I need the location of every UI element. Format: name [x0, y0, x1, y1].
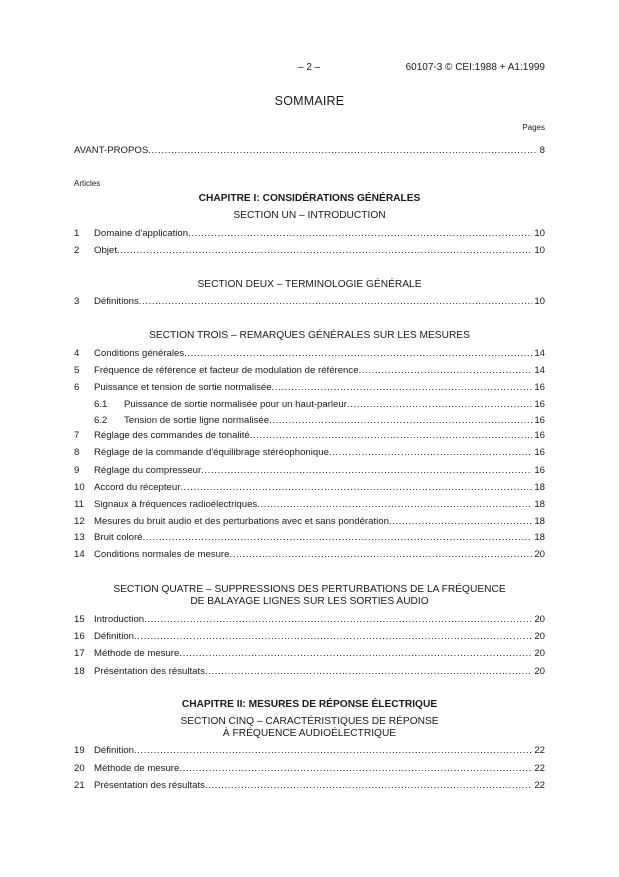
toc-leader-dots [139, 295, 533, 308]
toc-leader-dots [205, 665, 532, 678]
toc-entry-number: 13 [74, 532, 85, 543]
toc-leader-dots [229, 548, 532, 561]
toc-leader-dots [389, 515, 532, 528]
toc-entry-number: 21 [74, 780, 85, 791]
toc-entry[interactable] [74, 647, 545, 660]
toc-entry-label: Définition [94, 745, 134, 756]
toc-entry-label: Puissance de sortie normalisée pour un haut-parleur [124, 399, 347, 410]
toc-entry-page: 14 [534, 348, 545, 359]
toc-entry-label: Signaux à fréquences radioélectriques [94, 499, 258, 510]
toc-entry-page: 10 [534, 296, 545, 307]
toc-entry-label: Accord du récepteur [94, 482, 181, 493]
toc-entry[interactable] [74, 498, 545, 511]
toc-entry-avant-propos[interactable] [74, 144, 545, 157]
toc-entry-page: 10 [534, 245, 545, 256]
toc-leader-dots [257, 498, 532, 511]
toc-entry-page: 16 [534, 399, 545, 410]
toc-entry-page: 20 [534, 549, 545, 560]
toc-entry-label: Conditions normales de mesure [94, 549, 230, 560]
toc-entry[interactable] [74, 347, 545, 360]
toc-entry-label: Puissance et tension de sortie normalisée [94, 382, 272, 393]
toc-leader-dots [180, 481, 532, 494]
toc-entry[interactable] [74, 364, 545, 377]
toc-leader-dots [359, 364, 533, 377]
toc-entry-page: 10 [534, 228, 545, 239]
section-5-heading-line1: SECTION CINQ – CARACTÉRISTIQUES DE RÉPONSE [180, 716, 439, 727]
toc-entry-number: 19 [74, 745, 85, 756]
chapter-2-heading: CHAPITRE II: MESURES DE RÉPONSE ÉLECTRIQUE [181, 699, 438, 710]
toc-entry-number: 6.2 [94, 415, 108, 426]
toc-entry[interactable] [74, 227, 545, 240]
section-2-heading: SECTION DEUX – TERMINOLOGIE GÉNÉRALE [197, 279, 422, 290]
toc-entry-page: 16 [534, 415, 545, 426]
document-reference: 60107-3 © CEI:1988 + A1:1999 [405, 62, 545, 73]
section-3-heading: SECTION TROIS – REMARQUES GÉNÉRALES SUR LES MESURES [149, 330, 470, 341]
toc-leader-dots [250, 429, 533, 442]
toc-entry-label: Domaine d'application [94, 228, 189, 239]
articles-column-label: Articles [74, 179, 101, 188]
toc-subentry[interactable] [94, 398, 545, 411]
toc-entry[interactable] [74, 464, 545, 477]
toc-entry[interactable] [74, 548, 545, 561]
toc-entry-page: 18 [534, 499, 545, 510]
toc-entry-label: AVANT-PROPOS [74, 145, 149, 156]
toc-entry-page: 20 [534, 614, 545, 625]
toc-entry-number: 16 [74, 631, 85, 642]
toc-entry[interactable] [74, 446, 545, 459]
toc-entry-number: 1 [74, 228, 80, 239]
section-4-heading-line1: SECTION QUATRE – SUPPRESSIONS DES PERTURBATIONS DE LA FRÉQUENCE [113, 584, 506, 595]
toc-leader-dots [134, 630, 532, 643]
chapter-1-heading: CHAPITRE I: CONSIDÉRATIONS GÉNÉRALES [198, 193, 421, 204]
toc-entry[interactable] [74, 244, 545, 257]
toc-entry-label: Définitions [94, 296, 139, 307]
section-5-heading-line2: À FRÉQUENCE AUDIOÉLECTRIQUE [222, 728, 397, 739]
toc-entry[interactable] [74, 744, 545, 757]
toc-entry-label: Tension de sortie ligne normalisée [124, 415, 270, 426]
toc-leader-dots [269, 414, 532, 427]
toc-entry-page: 20 [534, 631, 545, 642]
toc-entry-label: Méthode de mesure [94, 648, 180, 659]
section-4-heading-line2: DE BALAYAGE LIGNES SUR LES SORTIES AUDIO [190, 596, 429, 607]
toc-entry-page: 8 [539, 145, 545, 156]
toc-entry-page: 20 [534, 666, 545, 677]
toc-entry-label: Objet [94, 245, 117, 256]
toc-entry-number: 6.1 [94, 399, 108, 410]
toc-entry-page: 18 [534, 482, 545, 493]
toc-leader-dots [148, 144, 537, 157]
toc-entry-number: 12 [74, 516, 85, 527]
toc-leader-dots [143, 531, 533, 544]
toc-leader-dots [184, 347, 532, 360]
toc-entry-label: Définition [94, 631, 134, 642]
section-4-heading [74, 584, 545, 608]
toc-entry-label: Présentation des résultats [94, 780, 205, 791]
toc-leader-dots [179, 762, 532, 775]
toc-entry-page: 22 [534, 763, 545, 774]
toc-entry[interactable] [74, 481, 545, 494]
toc-leader-dots [134, 744, 532, 757]
toc-entry-label: Conditions générales [94, 348, 185, 359]
toc-entry-number: 9 [74, 465, 80, 476]
toc-leader-dots [329, 446, 532, 459]
toc-entry-page: 16 [534, 465, 545, 476]
toc-entry[interactable] [74, 665, 545, 678]
toc-entry-page: 20 [534, 648, 545, 659]
toc-leader-dots [205, 779, 532, 792]
toc-entry[interactable] [74, 779, 545, 792]
toc-entry[interactable] [74, 762, 545, 775]
pages-column-label: Pages [522, 123, 545, 132]
toc-entry-number: 2 [74, 245, 80, 256]
toc-entry-page: 14 [534, 365, 545, 376]
toc-entry-number: 5 [74, 365, 80, 376]
toc-entry-label: Réglage des commandes de tonalité [94, 430, 250, 441]
toc-entry-number: 10 [74, 482, 85, 493]
toc-entry-number: 6 [74, 382, 80, 393]
toc-entry-page: 22 [534, 745, 545, 756]
toc-entry[interactable] [74, 630, 545, 643]
toc-leader-dots [201, 464, 532, 477]
toc-entry-number: 14 [74, 549, 85, 560]
toc-entry-page: 16 [534, 447, 545, 458]
toc-entry-page: 16 [534, 382, 545, 393]
toc-entry-number: 7 [74, 430, 80, 441]
section-1-heading: SECTION UN – INTRODUCTION [233, 210, 386, 221]
toc-entry-page: 16 [534, 430, 545, 441]
toc-entry-page: 18 [534, 532, 545, 543]
toc-entry-label: Introduction [94, 614, 145, 625]
toc-leader-dots [347, 398, 532, 411]
toc-entry[interactable] [74, 515, 545, 528]
toc-entry-number: 8 [74, 447, 80, 458]
toc-entry-label: Méthode de mesure [94, 763, 180, 774]
toc-leader-dots [117, 244, 532, 257]
toc-entry-label: Mesures du bruit audio et des perturbations avec et sans pondération [94, 516, 389, 527]
toc-entry-label: Fréquence de référence et facteur de modulation de référence [94, 365, 359, 376]
toc-entry-label: Réglage de la commande d'équilibrage stéréophonique [94, 447, 329, 458]
toc-entry-number: 20 [74, 763, 85, 774]
toc-entry-number: 3 [74, 296, 80, 307]
toc-entry-page: 18 [534, 516, 545, 527]
toc-entry-label: Bruit coloré [94, 532, 143, 543]
toc-entry-label: Réglage du compresseur [94, 465, 202, 476]
toc-entry[interactable] [74, 531, 545, 544]
toc-entry-number: 11 [74, 499, 84, 510]
page-title: SOMMAIRE [274, 94, 345, 108]
toc-entry[interactable] [74, 295, 545, 308]
toc-entry-number: 4 [74, 348, 80, 359]
toc-leader-dots [144, 613, 532, 626]
toc-entry[interactable] [74, 429, 545, 442]
section-5-heading [74, 716, 545, 740]
toc-subentry[interactable] [94, 414, 545, 427]
toc-entry-number: 15 [74, 614, 85, 625]
toc-entry-label: Présentation des résultats [94, 666, 205, 677]
page-number-marker: – 2 – [298, 62, 321, 73]
toc-leader-dots [188, 227, 532, 240]
toc-entry-page: 22 [534, 780, 545, 791]
toc-leader-dots [179, 647, 532, 660]
toc-entry[interactable] [74, 381, 545, 394]
toc-entry-number: 17 [74, 648, 85, 659]
toc-entry-number: 18 [74, 666, 85, 677]
toc-leader-dots [272, 381, 533, 394]
toc-entry[interactable] [74, 613, 545, 626]
